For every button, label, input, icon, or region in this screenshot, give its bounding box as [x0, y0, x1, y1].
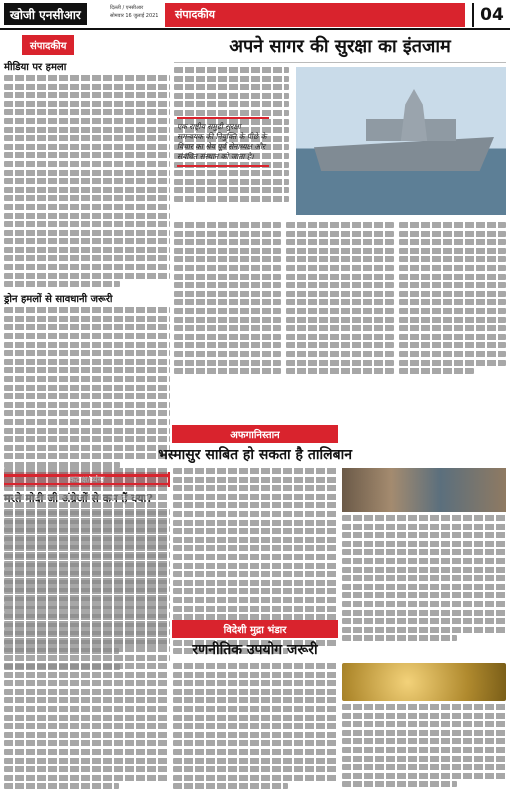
section-banner: संपादकीय	[165, 3, 465, 27]
taliban-meeting-photo	[342, 468, 506, 512]
forex-col3	[342, 663, 506, 792]
pull-quote: एक राष्ट्रीय समुद्री सुरक्षा समन्वयक की नियुक्ति के पीछे के विचार का श्रेय पूर्व सेनाध्यक्ष और संबंधित संस्थान को जाता है।	[177, 117, 269, 167]
top-article-col2	[174, 222, 281, 377]
article-heading-media: मीडिया पर हमला	[4, 62, 67, 73]
dateline-date: सोमवार 16 जुलाई 2021	[110, 13, 159, 19]
page-number: 04	[472, 3, 510, 27]
forex-col1	[4, 663, 168, 792]
top-article-col4	[399, 222, 506, 377]
afghanistan-headline: भस्मासुर साबित हो सकता है तालिबान	[158, 447, 352, 463]
forex-columns	[4, 663, 506, 792]
afghanistan-band: अफगानिस्तान	[172, 425, 338, 443]
article-heading-drone: ड्रोन हमलों से सावधानी जरूरी	[4, 294, 113, 306]
dateline	[110, 4, 159, 20]
forex-band: विदेशी मुद्रा भंडार	[172, 620, 338, 638]
top-article-col3	[286, 222, 393, 377]
masthead	[0, 0, 510, 30]
main-column	[174, 34, 506, 377]
forex-headline: रणनीतिक उपयोग जरूरी	[192, 642, 318, 658]
dateline-city: दिल्ली / एनसीआर	[110, 5, 144, 11]
gold-coins-photo	[342, 663, 506, 701]
editorial-tag: संपादकीय	[22, 35, 74, 55]
forex-col2	[173, 663, 337, 792]
top-article-columns	[174, 222, 506, 377]
brand-logo: खोजी एनसीआर	[4, 3, 87, 25]
main-headline: अपने सागर की सुरक्षा का इंतजाम	[174, 34, 506, 63]
forex-section	[4, 620, 506, 792]
article-body-media	[4, 75, 170, 287]
warship-photo	[296, 67, 506, 215]
